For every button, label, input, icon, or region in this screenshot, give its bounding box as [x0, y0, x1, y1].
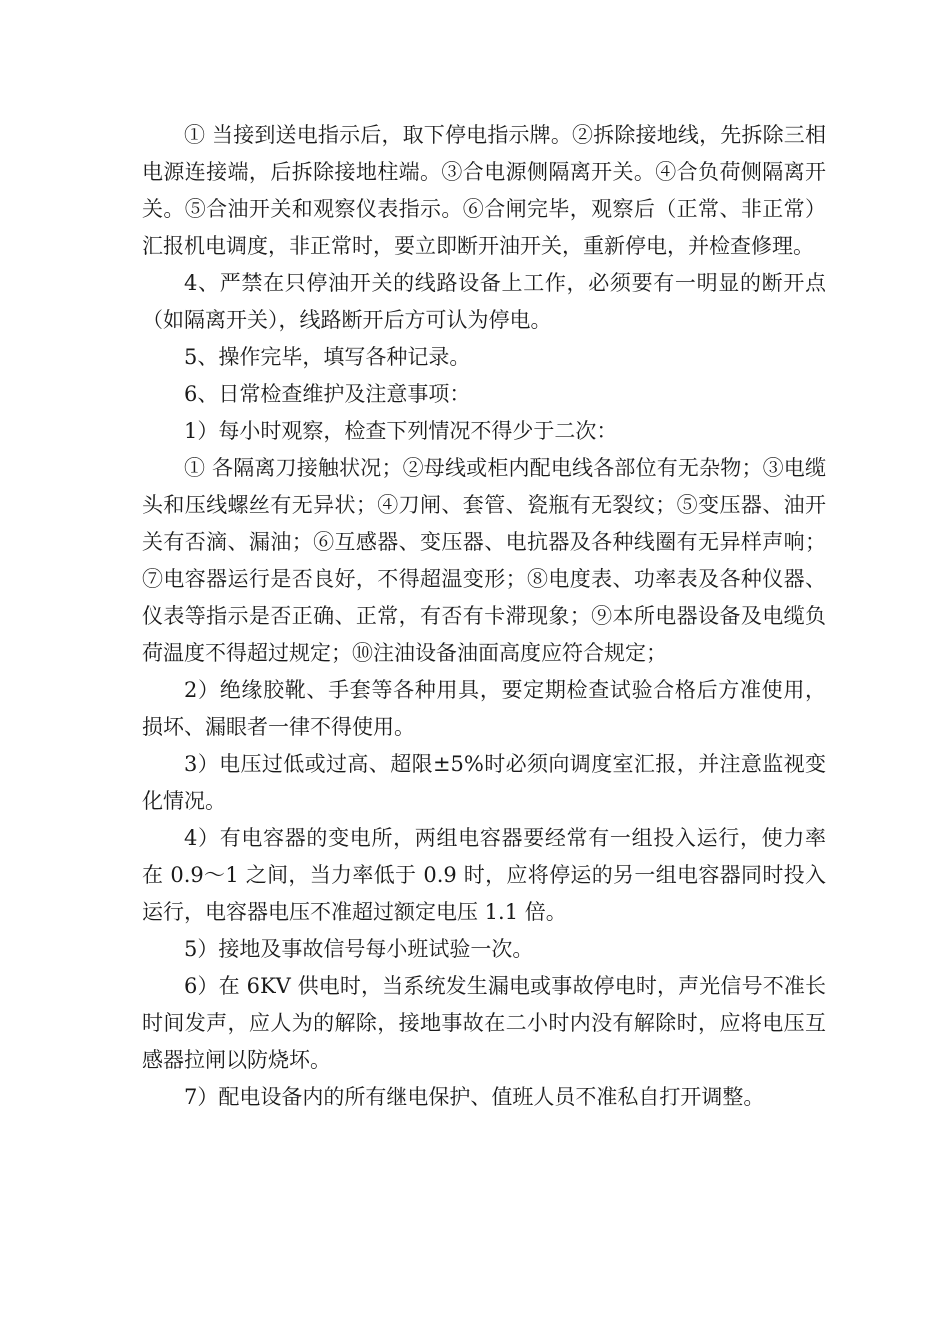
paragraph-subitem-1: 1）每小时观察，检查下列情况不得少于二次：: [184, 419, 618, 443]
paragraph-item-5: 5、操作完毕，填写各种记录。: [184, 345, 471, 369]
paragraph-subitem-5: 5）接地及事故信号每小班试验一次。: [184, 937, 534, 961]
paragraph-power-restore-steps: ① 当接到送电指示后，取下停电指示牌。②拆除接地线，先拆除三相电源连接端，后拆除接地柱端。③合电源侧隔离开关。④合负荷侧隔离开关。⑤合油开关和观察仪表指示。⑥合闸完毕，观察后（正常、非正常）汇报机电调度，非正常时，要立即断开油开关，重新停电，并检查修理。: [142, 123, 826, 258]
paragraph-subitem-3: 3）电压过低或过高、超限±5%时必须向调度室汇报，并注意监视变化情况。: [142, 752, 826, 813]
paragraph-subitem-4: 4）有电容器的变电所，两组电容器要经常有一组投入运行，使力率在 0.9～1 之间，当力率低于 0.9 时，应将停运的另一组电容器同时投入运行，电容器电压不准超过额定电压 1.1 倍。: [142, 826, 826, 924]
paragraph-item-4: 4、严禁在只停油开关的线路设备上工作，必须要有一明显的断开点（如隔离开关），线路断开后方可认为停电。: [142, 271, 826, 332]
document-page: [142, 117, 826, 1116]
paragraph-inspection-list: ① 各隔离刀接触状况；②母线或柜内配电线各部位有无杂物；③电缆头和压线螺丝有无异状；④刀闸、套管、瓷瓶有无裂纹；⑤变压器、油开关有否滴、漏油；⑥互感器、变压器、电抗器及各种线圈有无异样声响；⑦电容器运行是否良好，不得超温变形；⑧电度表、功率表及各种仪器、仪表等指示是否正确、正常，有否有卡滞现象；⑨本所电器设备及电缆负荷温度不得超过规定；⑩注油设备油面高度应符合规定；: [142, 456, 826, 665]
paragraph-item-6-heading: 6、日常检查维护及注意事项：: [184, 382, 471, 406]
paragraph-subitem-6: 6）在 6KV 供电时，当系统发生漏电或事故停电时，声光信号不准长时间发声，应人为的解除，接地事故在二小时内没有解除时，应将电压互感器拉闸以防烧坏。: [142, 974, 826, 1072]
paragraph-subitem-2: 2）绝缘胶靴、手套等各种用具，要定期检查试验合格后方准使用，损坏、漏眼者一律不得使用。: [142, 678, 826, 739]
paragraph-subitem-7: 7）配电设备内的所有继电保护、值班人员不准私自打开调整。: [184, 1085, 765, 1109]
